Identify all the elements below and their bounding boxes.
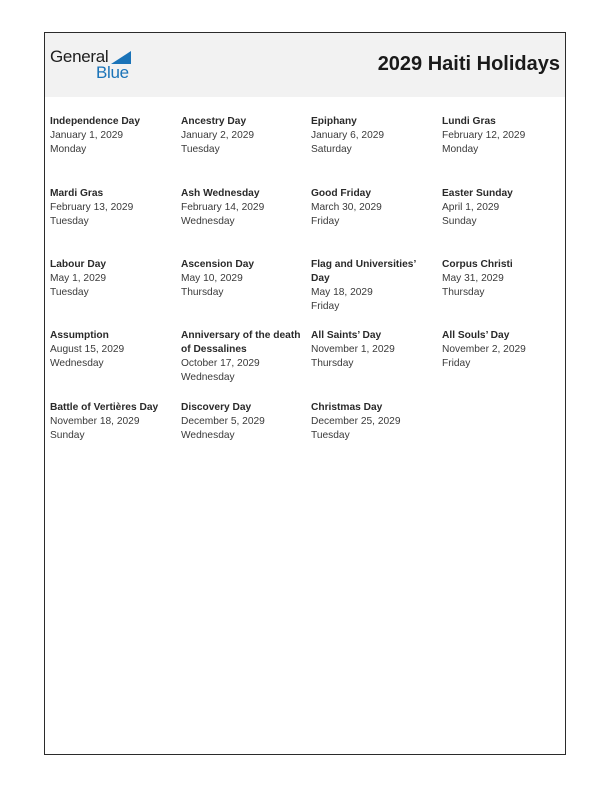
holiday-weekday: Tuesday [181, 144, 220, 155]
holiday-weekday: Thursday [181, 287, 224, 298]
holiday-entry [442, 329, 566, 371]
holiday-entry [311, 115, 435, 157]
holiday-entry [50, 115, 174, 157]
holiday-weekday: Tuesday [50, 216, 89, 227]
holiday-weekday: Thursday [311, 358, 354, 369]
holiday-entry [181, 115, 305, 157]
holiday-name: Ancestry Day [181, 116, 247, 127]
holiday-entry [442, 187, 566, 229]
holiday-name: Ascension Day [181, 259, 255, 270]
logo-blue-text: Blue [96, 63, 129, 82]
holiday-date: October 17, 2029 [181, 358, 260, 369]
holiday-entry [50, 329, 174, 371]
holiday-weekday: Saturday [311, 144, 352, 155]
holiday-name: Easter Sunday [442, 188, 513, 199]
holiday-weekday: Friday [311, 216, 340, 227]
holiday-entry [311, 401, 435, 443]
holiday-date: January 1, 2029 [50, 130, 124, 141]
holiday-entry [50, 258, 174, 300]
logo-general-text: General [50, 47, 109, 66]
holiday-weekday: Thursday [442, 287, 485, 298]
holiday-weekday: Friday [311, 301, 340, 312]
holiday-date: January 6, 2029 [311, 130, 385, 141]
page-header [45, 33, 565, 97]
holiday-entry [50, 187, 174, 229]
holiday-date: August 15, 2029 [50, 344, 125, 355]
holiday-weekday: Tuesday [50, 287, 89, 298]
holiday-date: May 18, 2029 [311, 287, 373, 298]
holiday-date: May 31, 2029 [442, 273, 504, 284]
holiday-date: April 1, 2029 [442, 202, 500, 213]
holiday-date: May 1, 2029 [50, 273, 107, 284]
holiday-entry [311, 329, 435, 371]
holiday-entry [181, 187, 305, 229]
holiday-name: All Saints’ Day [311, 330, 382, 341]
holiday-name: Epiphany [311, 116, 357, 127]
holiday-weekday: Tuesday [311, 430, 350, 441]
holiday-date: March 30, 2029 [311, 202, 382, 213]
holiday-entry [181, 401, 305, 443]
holiday-weekday: Friday [442, 358, 471, 369]
holiday-name: Discovery Day [181, 402, 252, 413]
holiday-weekday: Wednesday [181, 372, 235, 383]
holiday-entry [181, 329, 305, 385]
holiday-name: Christmas Day [311, 402, 383, 413]
page-title: 2029 Haiti Holidays [377, 53, 560, 75]
holiday-name: Mardi Gras [50, 188, 104, 199]
holiday-weekday: Monday [442, 144, 479, 155]
holiday-weekday: Wednesday [181, 430, 235, 441]
holiday-name: Labour Day [50, 259, 107, 270]
holiday-date: November 2, 2029 [442, 344, 526, 355]
holiday-date: January 2, 2029 [181, 130, 255, 141]
holiday-entry [50, 401, 174, 443]
holiday-name: Independence Day [50, 116, 141, 127]
holiday-weekday: Wednesday [50, 358, 104, 369]
holiday-entry [442, 115, 566, 157]
holiday-date: February 14, 2029 [181, 202, 265, 213]
holiday-weekday: Sunday [442, 216, 477, 227]
holiday-name: Anniversary of the death of Dessalines [181, 330, 301, 355]
holiday-weekday: Sunday [50, 430, 85, 441]
holiday-entry [442, 258, 566, 300]
holiday-date: December 25, 2029 [311, 416, 401, 427]
holiday-date: November 1, 2029 [311, 344, 395, 355]
holiday-name: Battle of Vertières Day [50, 402, 159, 413]
holiday-entry [181, 258, 305, 300]
holiday-name: Flag and Universities’ Day [311, 259, 416, 284]
calendar-page [44, 32, 566, 755]
holiday-weekday: Monday [50, 144, 87, 155]
holiday-date: February 13, 2029 [50, 202, 134, 213]
holiday-name: All Souls’ Day [442, 330, 510, 341]
holiday-name: Ash Wednesday [181, 188, 260, 199]
holiday-name: Assumption [50, 330, 109, 341]
holiday-date: February 12, 2029 [442, 130, 526, 141]
holiday-date: May 10, 2029 [181, 273, 243, 284]
holiday-date: December 5, 2029 [181, 416, 265, 427]
holiday-name: Lundi Gras [442, 116, 496, 127]
holiday-name: Good Friday [311, 188, 371, 199]
holiday-entry [311, 187, 435, 229]
generalblue-logo [50, 47, 140, 83]
holiday-weekday: Wednesday [181, 216, 235, 227]
holiday-entry [311, 258, 435, 314]
holiday-date: November 18, 2029 [50, 416, 140, 427]
holiday-name: Corpus Christi [442, 259, 513, 270]
